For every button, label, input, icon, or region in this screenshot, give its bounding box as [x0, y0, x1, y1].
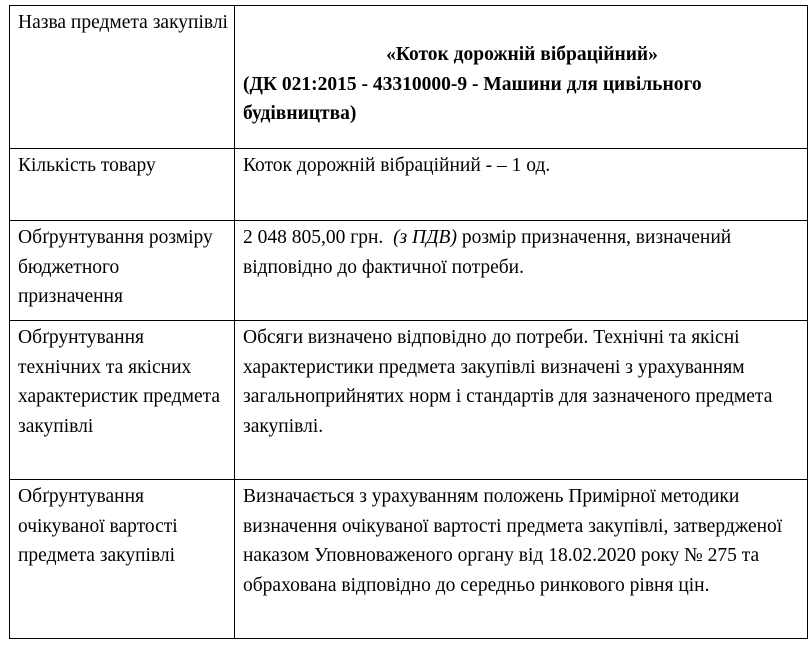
- budget-vat-note: (з ПДВ): [393, 227, 457, 248]
- quantity-label: Кількість товару: [10, 149, 235, 221]
- subject-value: [235, 6, 808, 149]
- technical-value: Обсяги визначено відповідно до потреби. Технічні та якісні характеристики предмета закупівлі визначені з урахуванням загальноприйнятих норм і стандартів для зазначеного предмета закупівлі.: [235, 321, 808, 480]
- budget-description: розмір призначення, визначений відповідно до фактичної потреби.: [243, 227, 732, 278]
- table-row-subject: [10, 6, 808, 149]
- subject-block: [243, 8, 801, 129]
- expected-cost-label: Обґрунтування очікуваної вартості предмета закупівлі: [10, 480, 235, 639]
- quantity-value: Коток дорожній вібраційний - – 1 од.: [235, 149, 808, 221]
- table-row-expected-cost: [10, 480, 808, 639]
- table-row-budget: [10, 221, 808, 321]
- subject-title: «Коток дорожній вібраційний»: [386, 44, 658, 65]
- expected-cost-value: Визначається з урахуванням положень Примірної методики визначення очікуваної вартості предмета закупівлі, затвердженої наказом Уповноваженого органу від 18.02.2020 року № 275 та обрахована відповідно до середньо ринкового рівня цін.: [235, 480, 808, 639]
- table-row-technical: [10, 321, 808, 480]
- budget-value: [235, 221, 808, 321]
- budget-label: Обґрунтування розміру бюджетного призначення: [10, 221, 235, 321]
- subject-label: Назва предмета закупівлі: [10, 6, 235, 149]
- budget-amount: 2 048 805,00 грн.: [243, 227, 384, 248]
- subject-cpv-code: (ДК 021:2015 - 43310000-9 - Машини для цивільного будівництва): [243, 73, 702, 124]
- procurement-justification-table: [9, 5, 808, 639]
- table-row-quantity: [10, 149, 808, 221]
- technical-label: Обґрунтування технічних та якісних характеристик предмета закупівлі: [10, 321, 235, 480]
